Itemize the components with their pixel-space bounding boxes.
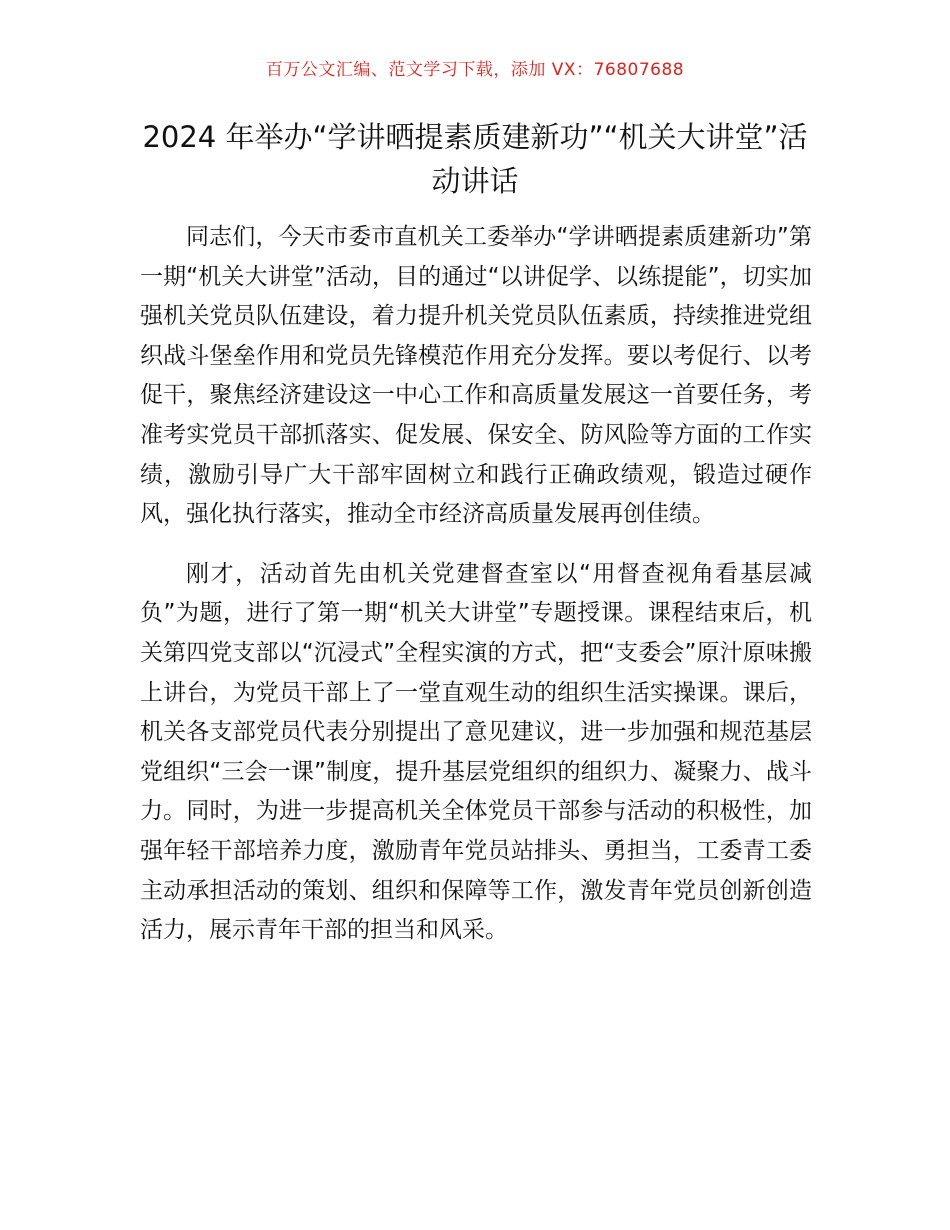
header-banner: 百万公文汇编、范文学习下载，添加 VX：76807688 — [265, 60, 685, 80]
document-body — [140, 218, 812, 971]
paragraph: 同志们，今天市委市直机关工委举办“学讲晒提素质建新功”第一期“机关大讲堂”活动，目的通过“以讲促学、以练提能”，切实加强机关党员队伍建设，着力提升机关党员队伍素质，持续推进党组织战斗堡垒作用和党员先锋模范作用充分发挥。要以考促行、以考促干，聚焦经济建设这一中心工作和高质量发展这一首要任务，考准考实党员干部抓落实、促发展、保安全、防风险等方面的工作实绩，激励引导广大干部牢固树立和践行正确政绩观，锻造过硬作风，强化执行落实，推动全市经济高质量发展再创佳绩。 — [140, 224, 812, 528]
document-title: 2024 年举办“学讲晒提素质建新功”“机关大讲堂”活动讲话 — [142, 120, 808, 198]
paragraph: 刚才，活动首先由机关党建督查室以“用督查视角看基层减负”为题，进行了第一期“机关大讲堂”专题授课。课程结束后，机关第四党支部以“沉浸式”全程实演的方式，把“支委会”原汁原味搬上讲台，为党员干部上了一堂直观生动的组织生活实操课。课后，机关各支部党员代表分别提出了意见建议，进一步加强和规范基层党组织“三会一课”制度，提升基层党组织的组织力、凝聚力、战斗力。同时，为进一步提高机关全体党员干部参与活动的积极性，加强年轻干部培养力度，激励青年党员站排头、勇担当，工委青工委主动承担活动的策划、组织和保障等工作，激发青年党员创新创造活力，展示青年干部的担当和风采。 — [140, 560, 812, 944]
